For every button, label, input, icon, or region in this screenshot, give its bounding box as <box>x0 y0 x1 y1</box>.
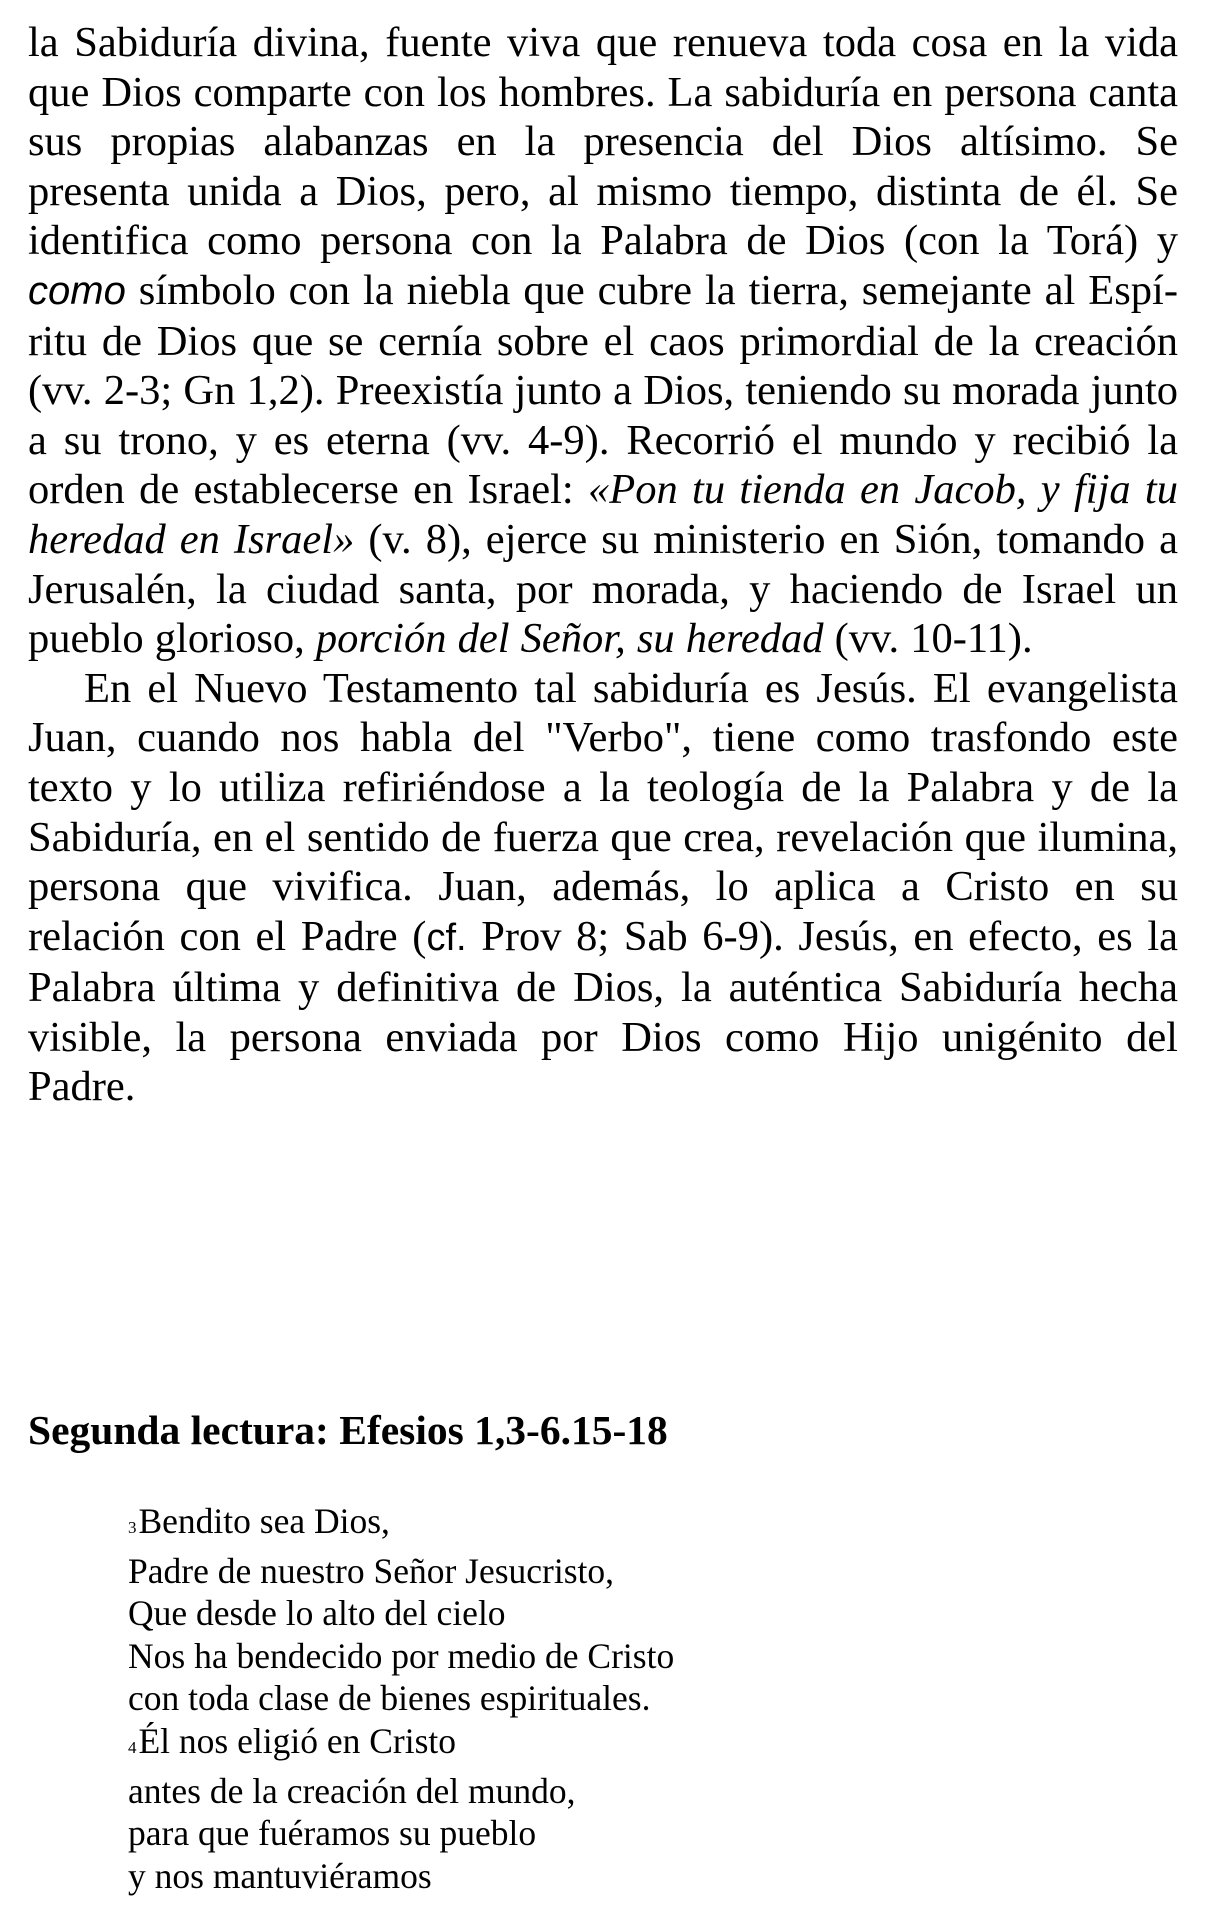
paragraph-2-cf: cf. <box>426 916 467 959</box>
paragraph-1-text-a: la Sabiduría divina, fuente viva que renueva toda cosa en la vida que Dios comparte con los hombres. La sabiduría en persona canta sus propias alabanzas en la presencia del Dios altísimo. Se presenta unida a Dios, pero, al mismo tiempo, distinta de él. Se identifica como persona con la Palabra de Dios (con la Torá) y <box>28 19 1178 265</box>
paragraph-1-portion: porción del Señor, su heredad <box>315 615 824 663</box>
reading-line <box>128 1720 1128 1770</box>
paragraph-1-word-como: como <box>28 268 126 313</box>
reading-line-text: Bendito sea Dios, <box>138 1501 390 1541</box>
reading-line <box>128 1550 1128 1593</box>
reading-line <box>128 1677 1128 1720</box>
paragraph-1-text-d: (vv. 10-11). <box>823 615 1033 663</box>
commentary-text <box>28 18 1178 1112</box>
commentary-paragraph-2 <box>28 664 1178 1112</box>
reading-line <box>128 1592 1128 1635</box>
reading-line <box>128 1635 1128 1678</box>
verse-number: 4 <box>128 1737 137 1757</box>
reading-line-text: Padre de nuestro Señor Jesucristo, <box>128 1550 615 1591</box>
paragraph-2-text-a: En el Nuevo Testamento tal sabiduría es Jesús. El evangelista Juan, cuando nos habla del "Verbo", tiene como trasfondo este texto y lo utiliza refiriéndose a la teología de la Palabra y de la Sabiduría, en el sentido de fuerza que crea, revelación que ilumina, persona que vivifica. Juan, además, lo aplica a Cristo en su relación con el Padre ( <box>28 664 1178 960</box>
reading-line-text: Que desde lo alto del cielo <box>128 1593 506 1634</box>
reading-line-text: Nos ha bendecido por medio de Cristo <box>128 1635 675 1676</box>
reading-line <box>128 1855 1128 1898</box>
reading-line <box>128 1812 1128 1855</box>
paragraph-1-text-c: (v. 8), ejerce su ministerio en Sión, tomando a Jerusalén, la ciudad santa, por morada, y haciendo de Israel un pueblo glorioso, <box>28 515 1178 663</box>
commentary-paragraph-1 <box>28 18 1178 664</box>
reading-line <box>128 1500 1128 1550</box>
reading-line-text: con toda clase de bienes espirituales. <box>128 1678 651 1719</box>
reading-line-text: para que fuéramos su pueblo <box>128 1813 537 1854</box>
second-reading-text <box>128 1500 1128 1897</box>
reading-line-text: Él nos eligió en Cristo <box>138 1720 457 1761</box>
verse-number: 3 <box>128 1518 137 1537</box>
reading-line-text: y nos mantuviéramos <box>128 1855 432 1896</box>
second-reading-heading: Segunda lectura: Efesios 1,3-6.15-18 <box>28 1407 668 1453</box>
paragraph-1-quote: «Pon tu tienda en Jacob, y fija tu heredad en Israel» <box>28 466 1178 563</box>
reading-line <box>128 1770 1128 1813</box>
paragraph-2-text-b: Prov 8; Sab 6-9). Jesús, en efecto, es la Palabra última y definitiva de Dios, la auténtica Sabiduría hecha visible, la persona enviada por Dios como Hijo unigénito del Padre. <box>28 912 1178 1111</box>
reading-line-text: antes de la creación del mundo, <box>128 1770 576 1811</box>
paragraph-1-text-b: símbolo con la niebla que cubre la tierra, semejante al Espíritu de Dios que se cernía sobre el caos primordial de la creación (vv. 2-3; Gn 1,2). Preexistía junto a Dios, teniendo su morada junto a su trono, y es eterna (vv. 4-9). Recorrió el mundo y recibió la orden de establecerse en Israel: <box>28 266 1178 514</box>
